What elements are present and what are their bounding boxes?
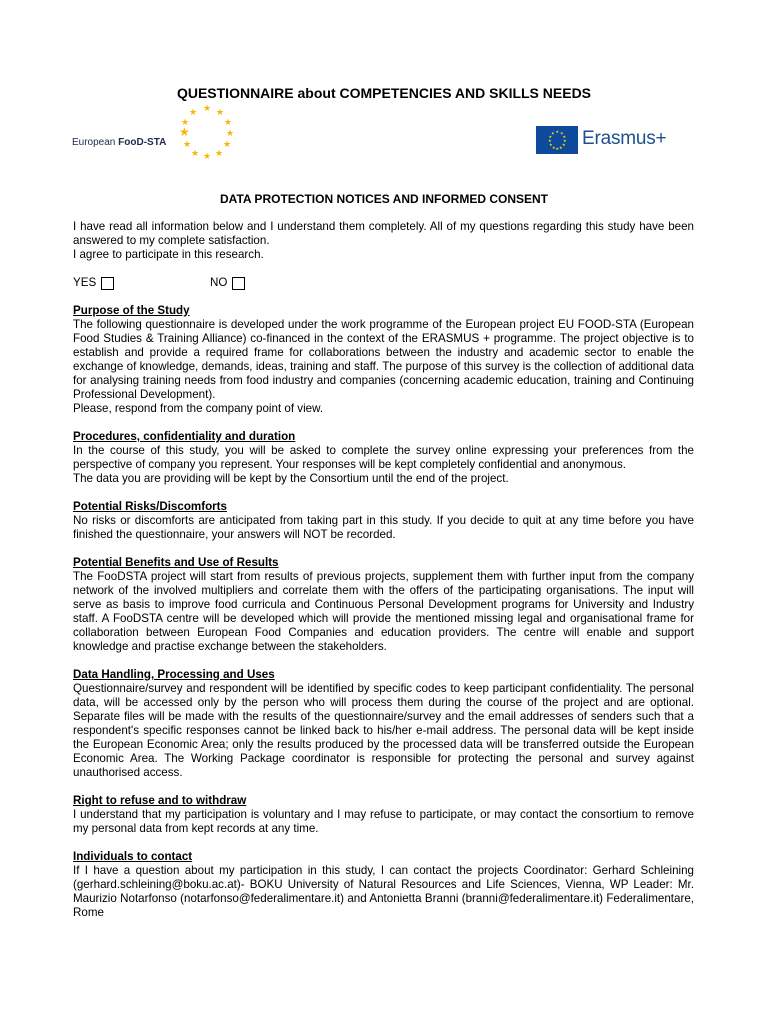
- benefits-title: Potential Benefits and Use of Results: [73, 556, 279, 569]
- foodsta-logo-text: [72, 137, 166, 148]
- svg-text:★: ★: [179, 125, 190, 139]
- procedures-text: In the course of this study, you will be asked to complete the survey online expressing your preferences from the perspective of company you represent. Your responses will be kept completely confidential and anonymous.: [73, 444, 694, 471]
- section-heading: DATA PROTECTION NOTICES AND INFORMED CONSENT: [220, 192, 548, 206]
- svg-text:★: ★: [203, 151, 212, 161]
- svg-text:★: ★: [191, 148, 200, 158]
- procedures-title: Procedures, confidentiality and duration: [73, 430, 296, 443]
- intro-text: I have read all information below and I understand them completely. All of my questions regarding this study have been answered to my complete satisfaction.: [73, 220, 694, 247]
- benefits-text: The FooDSTA project will start from results of previous projects, supplement them with further input from the company network of the involved multipliers and correlate them with the offers of the participating organisations. The input will serve as basis to improve food curricula and Continuous Personal Development programs for University and Industry staff. A FooDSTA centre will be developed which will provide the mentioned missing legal and organisational frame for collaboration between European Food Companies and education providers. The centre will enable and support knowledge and practise exchange between the stakeholders.: [73, 570, 694, 653]
- svg-text:★: ★: [562, 142, 566, 147]
- document-body: [73, 220, 694, 934]
- purpose-text: The following questionnaire is developed under the work programme of the European project EU FOOD-STA (European Food Studies & Training Alliance) co-financed in the context of the ERASMUS + programme. The project objective is to establish and provide a required frame for collaborations between the industry and academic sector to enable the exchange of knowledge, demands, ideas, training and staff. The purpose of this survey is the collection of additional data for analysing training needs from food industry and companies (concerning academic education, training and Continuing Professional Development).: [73, 318, 694, 401]
- svg-text:★: ★: [215, 148, 224, 158]
- refuse-section: [73, 794, 694, 836]
- yes-checkbox[interactable]: [101, 277, 114, 290]
- contacts-section: [73, 850, 694, 920]
- purpose-extra: Please, respond from the company point of view.: [73, 402, 324, 415]
- risks-text: No risks or discomforts are anticipated from taking part in this study. If you decide to quit at any time before you have finished the questionnaire, your answers will NOT be recorded.: [73, 514, 694, 541]
- intro-paragraph: [73, 220, 694, 262]
- refuse-text: I understand that my participation is voluntary and I may refuse to participate, or may contact the consortium to remove my personal data from kept records at any time.: [73, 808, 694, 835]
- yes-option: [73, 276, 210, 290]
- purpose-section: [73, 304, 694, 416]
- benefits-section: [73, 556, 694, 654]
- data-handling-title: Data Handling, Processing and Uses: [73, 668, 275, 681]
- no-checkbox[interactable]: [232, 277, 245, 290]
- svg-text:★: ★: [552, 145, 556, 150]
- erasmus-plus-logo: [536, 126, 676, 158]
- svg-text:★: ★: [224, 117, 233, 127]
- no-option: [210, 276, 245, 290]
- svg-text:★: ★: [551, 130, 555, 136]
- svg-text:★: ★: [555, 129, 560, 134]
- purpose-title: Purpose of the Study: [73, 304, 190, 317]
- svg-text:★: ★: [559, 145, 563, 150]
- erasmus-logo-text: Erasmus+: [582, 128, 667, 149]
- svg-text:★: ★: [549, 142, 553, 147]
- svg-text:★: ★: [548, 134, 553, 139]
- svg-text:★: ★: [203, 103, 212, 113]
- eu-flag-icon: [536, 126, 578, 154]
- svg-text:★: ★: [223, 139, 232, 149]
- refuse-title: Right to refuse and to withdraw: [73, 794, 247, 807]
- foodsta-logo-text-european: European: [72, 137, 116, 148]
- svg-text:★: ★: [548, 138, 552, 143]
- svg-text:★: ★: [555, 146, 560, 151]
- svg-text:★: ★: [189, 107, 198, 117]
- document-title: QUESTIONNAIRE about COMPETENCIES AND SKILLS NEEDS: [176, 85, 592, 101]
- procedures-section: [73, 430, 694, 486]
- svg-text:★: ★: [183, 139, 192, 149]
- consent-checkboxes: [73, 276, 694, 290]
- data-handling-text: Questionnaire/survey and respondent will be identified by specific codes to keep participant confidentiality. The personal data, will be accessed only by the person who will process them during the course of the project and are optional. Separate files will be made with the results of the questionnaire/survey and the email addresses of senders such that a respondent's specific responses cannot be linked back to his/her e-mail address. The personal data will be kept inside the European Economic Area; only the results produced by the processed data will be transferred outside the European Economic Area. The Working Package coordinator is responsible for protecting the personal and survey against unauthorised access.: [73, 682, 694, 779]
- risks-section: [73, 500, 694, 542]
- no-label: NO: [210, 276, 228, 289]
- intro-agree: I agree to participate in this research.: [73, 248, 264, 261]
- eu-stars-ring-icon: [174, 100, 238, 162]
- svg-text:★: ★: [562, 134, 567, 139]
- svg-text:★: ★: [226, 128, 235, 138]
- european-foodsta-logo: [72, 100, 242, 162]
- svg-text:★: ★: [563, 138, 567, 143]
- svg-text:★: ★: [216, 107, 225, 117]
- contacts-text: If I have a question about my participation in this study, I can contact the projects Coordinator: Gerhard Schleining (gerhard.schleining@boku.ac.at)- BOKU University of Natural Resources and Life Sciences, Vienna, WP Leader: Mr. Maurizio Notarfonso (notarfonso@federalimentare.it) and Antonietta Branni (branni@federalimentare.it) Federalimentare, Rome: [73, 864, 694, 919]
- yes-label: YES: [73, 276, 97, 289]
- risks-title: Potential Risks/Discomforts: [73, 500, 227, 513]
- foodsta-logo-text-foodsta: FooD-STA: [118, 137, 167, 148]
- procedures-extra: The data you are providing will be kept by the Consortium until the end of the project.: [73, 472, 509, 485]
- svg-text:★: ★: [181, 117, 190, 127]
- contacts-title: Individuals to contact: [73, 850, 193, 863]
- data-handling-section: [73, 668, 694, 780]
- svg-text:★: ★: [560, 130, 564, 136]
